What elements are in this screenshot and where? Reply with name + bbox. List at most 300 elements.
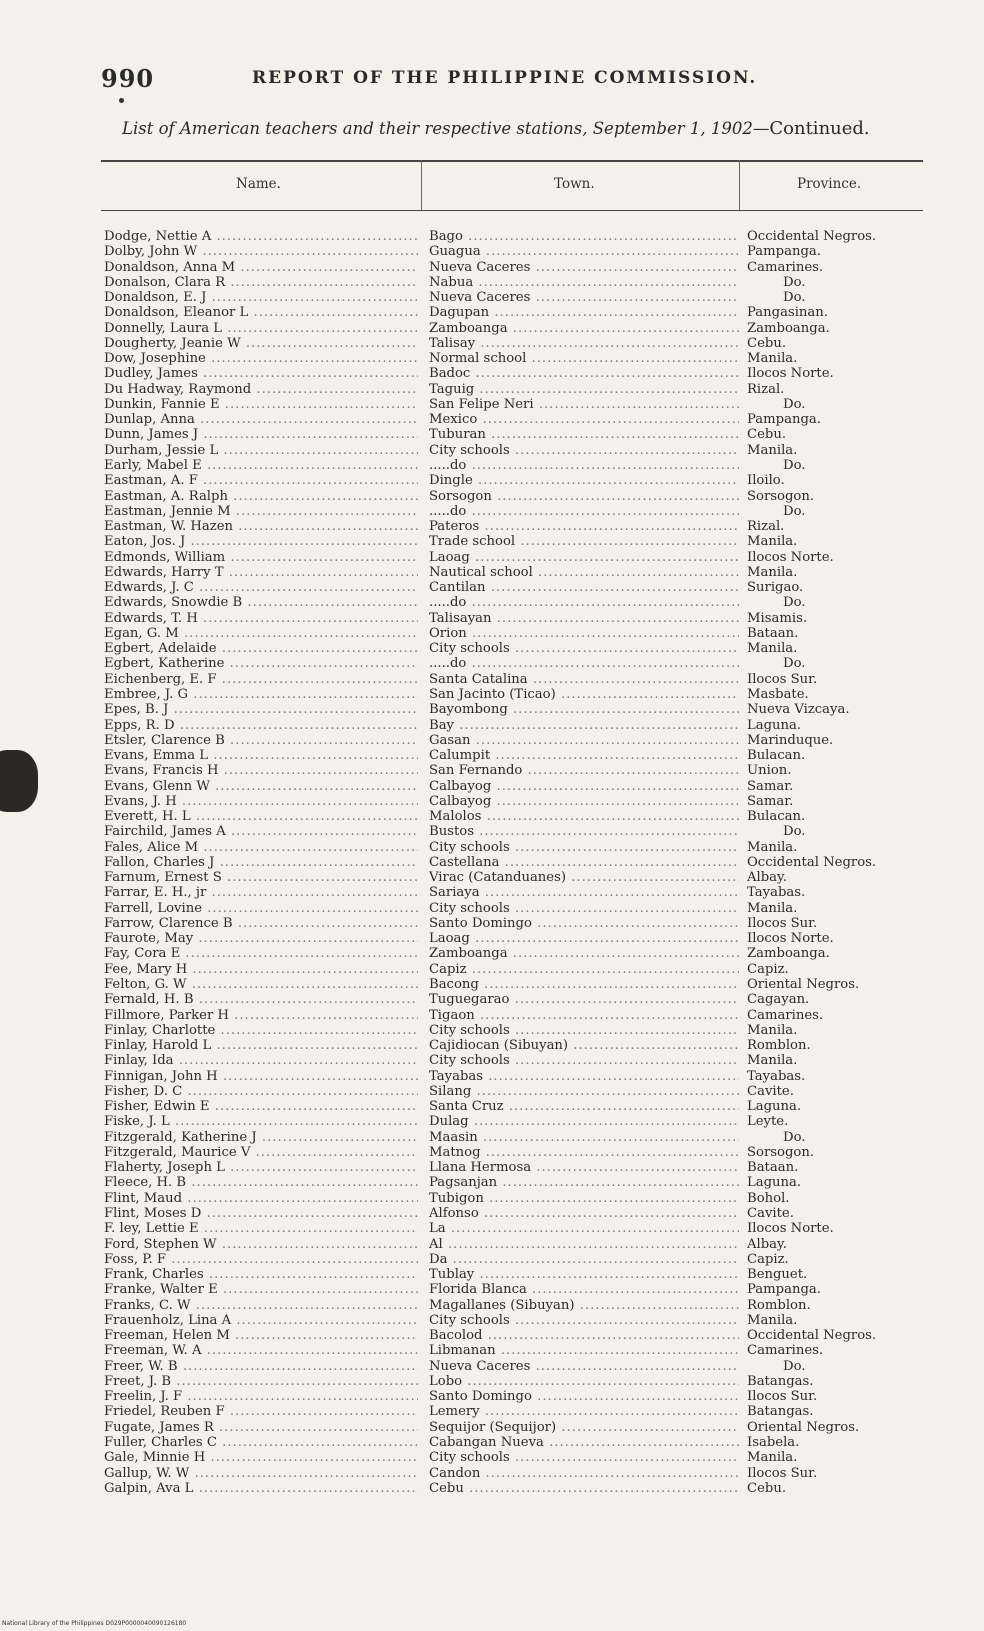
teacher-name: Dow, Josephine .....: [104, 351, 418, 366]
teacher-town: Calbayog .....: [429, 779, 739, 794]
teacher-name: Flint, Maud .....: [104, 1191, 418, 1206]
teacher-province: Bohol.: [747, 1190, 790, 1206]
teacher-name: Eichenberg, E. F .....: [104, 672, 418, 687]
table-row: [0, 427, 984, 442]
table-row: [0, 840, 984, 855]
teacher-town: Zamboanga .....: [429, 321, 739, 336]
table-row: [0, 366, 984, 381]
teacher-province: Camarines.: [747, 259, 824, 275]
table-row: [0, 336, 984, 351]
column-divider-1: [421, 160, 422, 210]
teacher-name: Freet, J. B .....: [104, 1374, 418, 1389]
table-row: [0, 458, 984, 473]
teacher-province: Ilocos Sur.: [747, 1465, 818, 1481]
teacher-province: Ilocos Norte.: [747, 549, 834, 565]
teacher-town: Nueva Caceres .....: [429, 260, 739, 275]
table-row: [0, 1114, 984, 1129]
teacher-province: Manila.: [747, 641, 798, 657]
table-row: [0, 916, 984, 931]
teacher-town: Sariaya .....: [429, 885, 739, 900]
table-row: [0, 672, 984, 687]
table-row: [0, 611, 984, 626]
teacher-town: Lobo .....: [429, 1374, 739, 1389]
teacher-province: Occidental Negros.: [747, 1328, 877, 1344]
teacher-province: Nueva Vizcaya.: [747, 702, 850, 718]
teacher-name: Evans, Emma L .....: [104, 748, 418, 763]
teacher-town: Alfonso .....: [429, 1206, 739, 1221]
teacher-province: Capiz.: [747, 961, 789, 977]
table-row: [0, 1206, 984, 1221]
teacher-province: Do.: [783, 1358, 806, 1374]
table-row: [0, 656, 984, 671]
teacher-name: Dudley, James .....: [104, 366, 418, 381]
teacher-name: Gallup, W. W .....: [104, 1466, 418, 1481]
table-row: [0, 382, 984, 397]
teacher-name: Eastman, Jennie M .....: [104, 504, 418, 519]
table-row: [0, 595, 984, 610]
teacher-town: Bacong .....: [429, 977, 739, 992]
table-row: [0, 885, 984, 900]
table-row: [0, 275, 984, 290]
table-row: [0, 550, 984, 565]
teacher-name: Du Hadway, Raymond .....: [104, 382, 418, 397]
teacher-town: Tublay .....: [429, 1267, 739, 1282]
teacher-province: Manila.: [747, 1312, 798, 1328]
teacher-town: City schools .....: [429, 1450, 739, 1465]
table-row: [0, 1252, 984, 1267]
table-row: [0, 1023, 984, 1038]
teacher-town: Nabua .....: [429, 275, 739, 290]
table-row: [0, 901, 984, 916]
teacher-province: Oriental Negros.: [747, 1419, 860, 1435]
teacher-name: Ford, Stephen W .....: [104, 1237, 418, 1252]
teacher-town: Cebu .....: [429, 1481, 739, 1496]
teacher-town: Cantilan .....: [429, 580, 739, 595]
table-row: [0, 1343, 984, 1358]
teacher-name: Early, Mabel E .....: [104, 458, 418, 473]
teacher-name: Farrar, E. H., jr .....: [104, 885, 418, 900]
teacher-town: City schools .....: [429, 1053, 739, 1068]
table-row: [0, 1389, 984, 1404]
table-row: [0, 1084, 984, 1099]
teacher-name: Fitzgerald, Katherine J .....: [104, 1130, 418, 1145]
teacher-town: Virac (Catanduanes) .....: [429, 870, 739, 885]
teacher-name: Flaherty, Joseph L .....: [104, 1160, 418, 1175]
table-row: [0, 412, 984, 427]
teacher-province: Laguna.: [747, 1175, 802, 1191]
caption-continued: Continued.: [769, 118, 870, 139]
table-row: [0, 1160, 984, 1175]
teacher-town: Silang .....: [429, 1084, 739, 1099]
teacher-town: City schools .....: [429, 443, 739, 458]
teacher-name: Friedel, Reuben F .....: [104, 1404, 418, 1419]
teacher-province: Ilocos Norte.: [747, 931, 834, 947]
teacher-name: Farnum, Ernest S .....: [104, 870, 418, 885]
teacher-province: Isabela.: [747, 1434, 800, 1450]
teacher-name: Eastman, W. Hazen .....: [104, 519, 418, 534]
teacher-name: Freer, W. B .....: [104, 1359, 418, 1374]
teacher-province: Ilocos Sur.: [747, 915, 818, 931]
teacher-town: Bustos .....: [429, 824, 739, 839]
teacher-town: Bayombong .....: [429, 702, 739, 717]
table-row: [0, 687, 984, 702]
column-header-name: Name.: [236, 176, 281, 192]
teacher-province: Sorsogon.: [747, 488, 815, 504]
teacher-name: Epes, B. J .....: [104, 702, 418, 717]
teacher-list: [0, 229, 984, 1496]
table-row: [0, 763, 984, 778]
teacher-province: Pangasinan.: [747, 305, 828, 321]
table-row: [0, 290, 984, 305]
teacher-town: Santa Catalina .....: [429, 672, 739, 687]
teacher-province: Zamboanga.: [747, 320, 830, 336]
page-number: 990: [101, 64, 155, 93]
table-row: [0, 931, 984, 946]
teacher-town: Malolos .....: [429, 809, 739, 824]
teacher-town: Nautical school .....: [429, 565, 739, 580]
teacher-town: .....do .....: [429, 504, 739, 519]
teacher-town: Capiz .....: [429, 962, 739, 977]
teacher-town: Al .....: [429, 1237, 739, 1252]
teacher-province: Do.: [783, 396, 806, 412]
teacher-name: Flint, Moses D .....: [104, 1206, 418, 1221]
teacher-province: Zamboanga.: [747, 946, 830, 962]
teacher-province: Marinduque.: [747, 732, 834, 748]
teacher-town: Guagua .....: [429, 244, 739, 259]
teacher-province: Bataan.: [747, 1160, 799, 1176]
teacher-name: Faurote, May .....: [104, 931, 418, 946]
table-row: [0, 351, 984, 366]
teacher-name: Fisher, D. C .....: [104, 1084, 418, 1099]
teacher-town: Bay .....: [429, 718, 739, 733]
teacher-province: Iloilo.: [747, 473, 785, 489]
teacher-town: Laoag .....: [429, 931, 739, 946]
teacher-town: Da .....: [429, 1252, 739, 1267]
teacher-town: Bacolod .....: [429, 1328, 739, 1343]
teacher-town: Libmanan .....: [429, 1343, 739, 1358]
teacher-town: Trade school .....: [429, 534, 739, 549]
teacher-name: Fiske, J. L .....: [104, 1114, 418, 1129]
table-row: [0, 1130, 984, 1145]
table-row: [0, 489, 984, 504]
table-row: [0, 1313, 984, 1328]
table-row: [0, 855, 984, 870]
teacher-town: Sorsogon .....: [429, 489, 739, 504]
teacher-province: Manila.: [747, 442, 798, 458]
teacher-town: San Fernando .....: [429, 763, 739, 778]
teacher-name: Galpin, Ava L .....: [104, 1481, 418, 1496]
table-row: [0, 626, 984, 641]
teacher-province: Benguet.: [747, 1267, 808, 1283]
table-row: [0, 504, 984, 519]
teacher-name: Donaldson, Anna M .....: [104, 260, 418, 275]
teacher-town: City schools .....: [429, 901, 739, 916]
teacher-province: Cebu.: [747, 335, 787, 351]
table-row: [0, 1267, 984, 1282]
teacher-name: Etsler, Clarence B .....: [104, 733, 418, 748]
teacher-town: City schools .....: [429, 1313, 739, 1328]
teacher-town: City schools .....: [429, 840, 739, 855]
teacher-town: Nueva Caceres .....: [429, 290, 739, 305]
teacher-province: Do.: [783, 290, 806, 306]
teacher-name: Evans, J. H .....: [104, 794, 418, 809]
teacher-town: Tuburan .....: [429, 427, 739, 442]
teacher-province: Ilocos Sur.: [747, 671, 818, 687]
teacher-name: Dunn, James J .....: [104, 427, 418, 442]
teacher-name: Fisher, Edwin E .....: [104, 1099, 418, 1114]
table-row: [0, 1328, 984, 1343]
teacher-name: Durham, Jessie L .....: [104, 443, 418, 458]
running-head: REPORT OF THE PHILIPPINE COMMISSION.: [252, 68, 758, 88]
table-row: [0, 946, 984, 961]
table-row: [0, 1450, 984, 1465]
teacher-town: Santo Domingo .....: [429, 1389, 739, 1404]
teacher-town: Talisayan .....: [429, 611, 739, 626]
teacher-province: Rizal.: [747, 381, 785, 397]
teacher-name: Fleece, H. B .....: [104, 1175, 418, 1190]
table-row: [0, 977, 984, 992]
teacher-town: Badoc .....: [429, 366, 739, 381]
table-row: [0, 641, 984, 656]
teacher-province: Do.: [783, 656, 806, 672]
teacher-province: Bulacan.: [747, 809, 806, 825]
teacher-town: Sequijor (Sequijor) .....: [429, 1420, 739, 1435]
teacher-name: Edwards, Snowdie B .....: [104, 595, 418, 610]
teacher-province: Pampanga.: [747, 412, 821, 428]
teacher-name: Edwards, T. H .....: [104, 611, 418, 626]
teacher-town: San Jacinto (Ticao) .....: [429, 687, 739, 702]
teacher-name: Donaldson, Eleanor L .....: [104, 305, 418, 320]
table-row: [0, 244, 984, 259]
teacher-name: Fillmore, Parker H .....: [104, 1008, 418, 1023]
teacher-province: Cagayan.: [747, 992, 810, 1008]
teacher-name: Fairchild, James A .....: [104, 824, 418, 839]
teacher-town: Taguig .....: [429, 382, 739, 397]
teacher-province: Sorsogon.: [747, 1144, 815, 1160]
table-row: [0, 1435, 984, 1450]
teacher-province: Romblon.: [747, 1297, 811, 1313]
teacher-name: Dolby, John W .....: [104, 244, 418, 259]
teacher-name: Felton, G. W .....: [104, 977, 418, 992]
teacher-province: Laguna.: [747, 717, 802, 733]
teacher-town: Tuguegarao .....: [429, 992, 739, 1007]
teacher-province: Occidental Negros.: [747, 229, 877, 244]
teacher-town: Santo Domingo .....: [429, 916, 739, 931]
teacher-town: .....do .....: [429, 458, 739, 473]
teacher-province: Romblon.: [747, 1038, 811, 1054]
table-row: [0, 397, 984, 412]
teacher-town: Florida Blanca .....: [429, 1282, 739, 1297]
teacher-province: Pampanga.: [747, 244, 821, 260]
teacher-town: Candon .....: [429, 1466, 739, 1481]
teacher-province: Bulacan.: [747, 748, 806, 764]
column-header-province: Province.: [797, 176, 862, 192]
table-row: [0, 580, 984, 595]
teacher-province: Bataan.: [747, 625, 799, 641]
teacher-name: Freeman, Helen M .....: [104, 1328, 418, 1343]
teacher-town: Maasin .....: [429, 1130, 739, 1145]
table-row: [0, 305, 984, 320]
teacher-name: Farrell, Lovine .....: [104, 901, 418, 916]
teacher-town: Calbayog .....: [429, 794, 739, 809]
teacher-province: Occidental Negros.: [747, 854, 877, 870]
teacher-town: Pateros .....: [429, 519, 739, 534]
teacher-town: Matnog .....: [429, 1145, 739, 1160]
table-row: [0, 1237, 984, 1252]
teacher-province: Manila.: [747, 534, 798, 550]
teacher-town: Laoag .....: [429, 550, 739, 565]
teacher-province: Capiz.: [747, 1251, 789, 1267]
teacher-province: Batangas.: [747, 1404, 814, 1420]
table-row: [0, 519, 984, 534]
teacher-name: Freeman, W. A .....: [104, 1343, 418, 1358]
teacher-name: Everett, H. L .....: [104, 809, 418, 824]
teacher-province: Pampanga.: [747, 1282, 821, 1298]
table-row: [0, 809, 984, 824]
table-row: [0, 1099, 984, 1114]
table-row: [0, 992, 984, 1007]
table-row: [0, 260, 984, 275]
bullet-mark: [119, 98, 124, 103]
teacher-name: Eastman, A. F .....: [104, 473, 418, 488]
teacher-province: Manila.: [747, 839, 798, 855]
teacher-province: Ilocos Sur.: [747, 1389, 818, 1405]
teacher-province: Misamis.: [747, 610, 808, 626]
teacher-town: Pagsanjan .....: [429, 1175, 739, 1190]
teacher-town: .....do .....: [429, 595, 739, 610]
table-row: [0, 718, 984, 733]
table-row: [0, 962, 984, 977]
teacher-town: Castellana .....: [429, 855, 739, 870]
teacher-name: Fee, Mary H .....: [104, 962, 418, 977]
teacher-name: Egbert, Adelaide .....: [104, 641, 418, 656]
teacher-province: Cebu.: [747, 427, 787, 443]
teacher-town: Lemery .....: [429, 1404, 739, 1419]
teacher-town: Tigaon .....: [429, 1008, 739, 1023]
teacher-name: Egbert, Katherine .....: [104, 656, 418, 671]
teacher-town: Tayabas .....: [429, 1069, 739, 1084]
teacher-name: Franke, Walter E .....: [104, 1282, 418, 1297]
teacher-name: Fuller, Charles C .....: [104, 1435, 418, 1450]
table-row: [0, 1008, 984, 1023]
table-row: [0, 1221, 984, 1236]
table-row: [0, 1069, 984, 1084]
table-row: [0, 565, 984, 580]
teacher-name: Finlay, Harold L .....: [104, 1038, 418, 1053]
teacher-town: La .....: [429, 1221, 739, 1236]
teacher-province: Ilocos Norte.: [747, 366, 834, 382]
teacher-province: Manila.: [747, 564, 798, 580]
teacher-name: Egan, G. M .....: [104, 626, 418, 641]
table-row: [0, 1481, 984, 1496]
teacher-town: Calumpit .....: [429, 748, 739, 763]
teacher-town: City schools .....: [429, 641, 739, 656]
teacher-name: Franks, C. W .....: [104, 1298, 418, 1313]
teacher-town: Normal school .....: [429, 351, 739, 366]
teacher-name: Freelin, J. F .....: [104, 1389, 418, 1404]
teacher-name: Finnigan, John H .....: [104, 1069, 418, 1084]
teacher-town: Nueva Caceres .....: [429, 1359, 739, 1374]
teacher-name: Frauenholz, Lina A .....: [104, 1313, 418, 1328]
teacher-province: Masbate.: [747, 686, 809, 702]
table-row: [0, 321, 984, 336]
teacher-province: Do.: [783, 1129, 806, 1145]
teacher-province: Cebu.: [747, 1480, 787, 1496]
teacher-name: Finlay, Charlotte .....: [104, 1023, 418, 1038]
teacher-town: Zamboanga .....: [429, 946, 739, 961]
table-row: [0, 1145, 984, 1160]
teacher-name: Epps, R. D .....: [104, 718, 418, 733]
teacher-name: Fernald, H. B .....: [104, 992, 418, 1007]
teacher-town: Llana Hermosa .....: [429, 1160, 739, 1175]
teacher-province: Manila.: [747, 1022, 798, 1038]
teacher-name: Edwards, J. C .....: [104, 580, 418, 595]
teacher-name: Edmonds, William .....: [104, 550, 418, 565]
teacher-province: Do.: [783, 595, 806, 611]
teacher-name: Dodge, Nettie A .....: [104, 229, 418, 244]
table-row: [0, 794, 984, 809]
teacher-province: Ilocos Norte.: [747, 1221, 834, 1237]
teacher-name: Eaton, Jos. J .....: [104, 534, 418, 549]
teacher-name: Embree, J. G .....: [104, 687, 418, 702]
teacher-province: Albay.: [747, 870, 787, 886]
table-row: [0, 473, 984, 488]
table-row: [0, 1038, 984, 1053]
table-row: [0, 534, 984, 549]
teacher-province: Do.: [783, 824, 806, 840]
teacher-province: Batangas.: [747, 1373, 814, 1389]
teacher-province: Laguna.: [747, 1099, 802, 1115]
teacher-name: Farrow, Clarence B .....: [104, 916, 418, 931]
teacher-name: Fales, Alice M .....: [104, 840, 418, 855]
teacher-town: Dulag .....: [429, 1114, 739, 1129]
table-row: [0, 824, 984, 839]
teacher-province: Camarines.: [747, 1343, 824, 1359]
teacher-name: Eastman, A. Ralph .....: [104, 489, 418, 504]
teacher-province: Union.: [747, 763, 792, 779]
teacher-name: Fallon, Charles J .....: [104, 855, 418, 870]
table-row: [0, 229, 984, 244]
teacher-province: Manila.: [747, 1053, 798, 1069]
caption-title: List of American teachers and their respective stations, September 1, 1902—: [122, 119, 770, 138]
teacher-town: City schools .....: [429, 1023, 739, 1038]
teacher-town: Talisay .....: [429, 336, 739, 351]
teacher-name: Dougherty, Jeanie W .....: [104, 336, 418, 351]
teacher-province: Leyte.: [747, 1114, 789, 1130]
teacher-town: Cabangan Nueva .....: [429, 1435, 739, 1450]
table-caption: [122, 118, 870, 139]
teacher-province: Manila.: [747, 900, 798, 916]
table-row: [0, 443, 984, 458]
teacher-town: San Felipe Neri .....: [429, 397, 739, 412]
teacher-town: Orion .....: [429, 626, 739, 641]
teacher-name: Frank, Charles .....: [104, 1267, 418, 1282]
teacher-province: Cavite.: [747, 1083, 794, 1099]
teacher-name: Dunlap, Anna .....: [104, 412, 418, 427]
table-row: [0, 870, 984, 885]
teacher-town: Dingle .....: [429, 473, 739, 488]
teacher-town: Mexico .....: [429, 412, 739, 427]
table-row: [0, 1359, 984, 1374]
teacher-name: Edwards, Harry T .....: [104, 565, 418, 580]
teacher-name: F. ley, Lettie E .....: [104, 1221, 418, 1236]
teacher-town: Magallanes (Sibuyan) .....: [429, 1298, 739, 1313]
teacher-name: Donaldson, E. J .....: [104, 290, 418, 305]
table-row: [0, 1053, 984, 1068]
teacher-province: Rizal.: [747, 519, 785, 535]
table-row: [0, 1175, 984, 1190]
teacher-town: .....do .....: [429, 656, 739, 671]
